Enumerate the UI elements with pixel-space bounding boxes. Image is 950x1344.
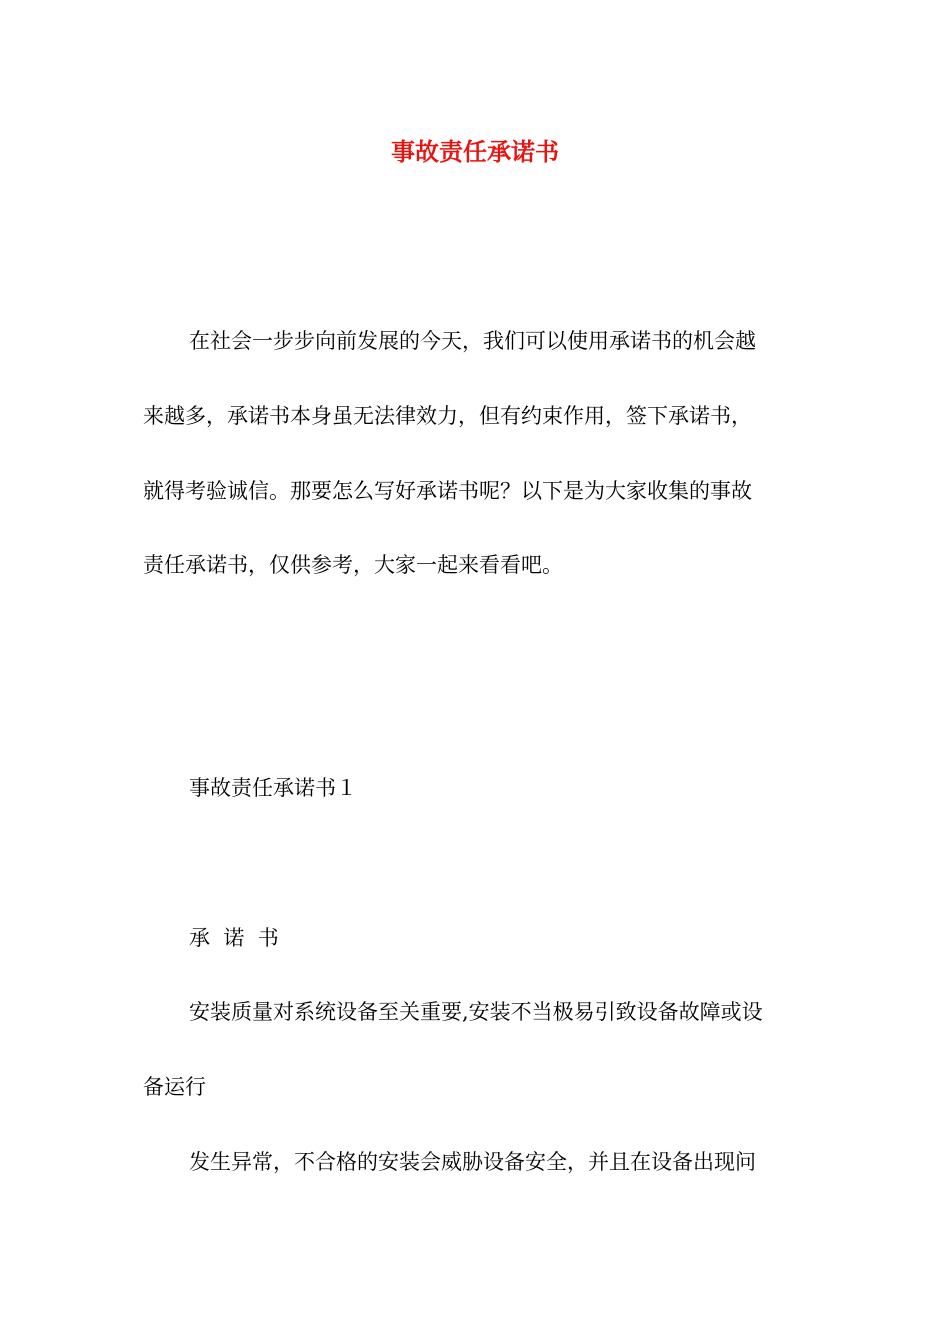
intro-line-4: 责任承诺书，仅供参考，大家一起来看看吧。: [143, 553, 563, 577]
section-heading: 事故责任承诺书１: [189, 776, 357, 800]
document-title: 事故责任承诺书: [391, 137, 559, 166]
intro-line-2: 来越多，承诺书本身虽无法律效力，但有约束作用，签下承诺书，: [143, 404, 752, 428]
intro-line-3: 就得考验诚信。那要怎么写好承诺书呢？以下是为大家收集的事故: [143, 479, 752, 503]
intro-line-1: 在社会一步步向前发展的今天，我们可以使用承诺书的机会越: [189, 329, 756, 353]
body-line-2: 备运行: [143, 1075, 206, 1099]
subheading: 承 诺 书: [189, 926, 279, 950]
body-line-3: 发生异常，不合格的安装会威胁设备安全，并且在设备出现问: [189, 1150, 756, 1174]
body-line-1: 安装质量对系统设备至关重要,安装不当极易引致设备故障或设: [189, 1000, 763, 1024]
